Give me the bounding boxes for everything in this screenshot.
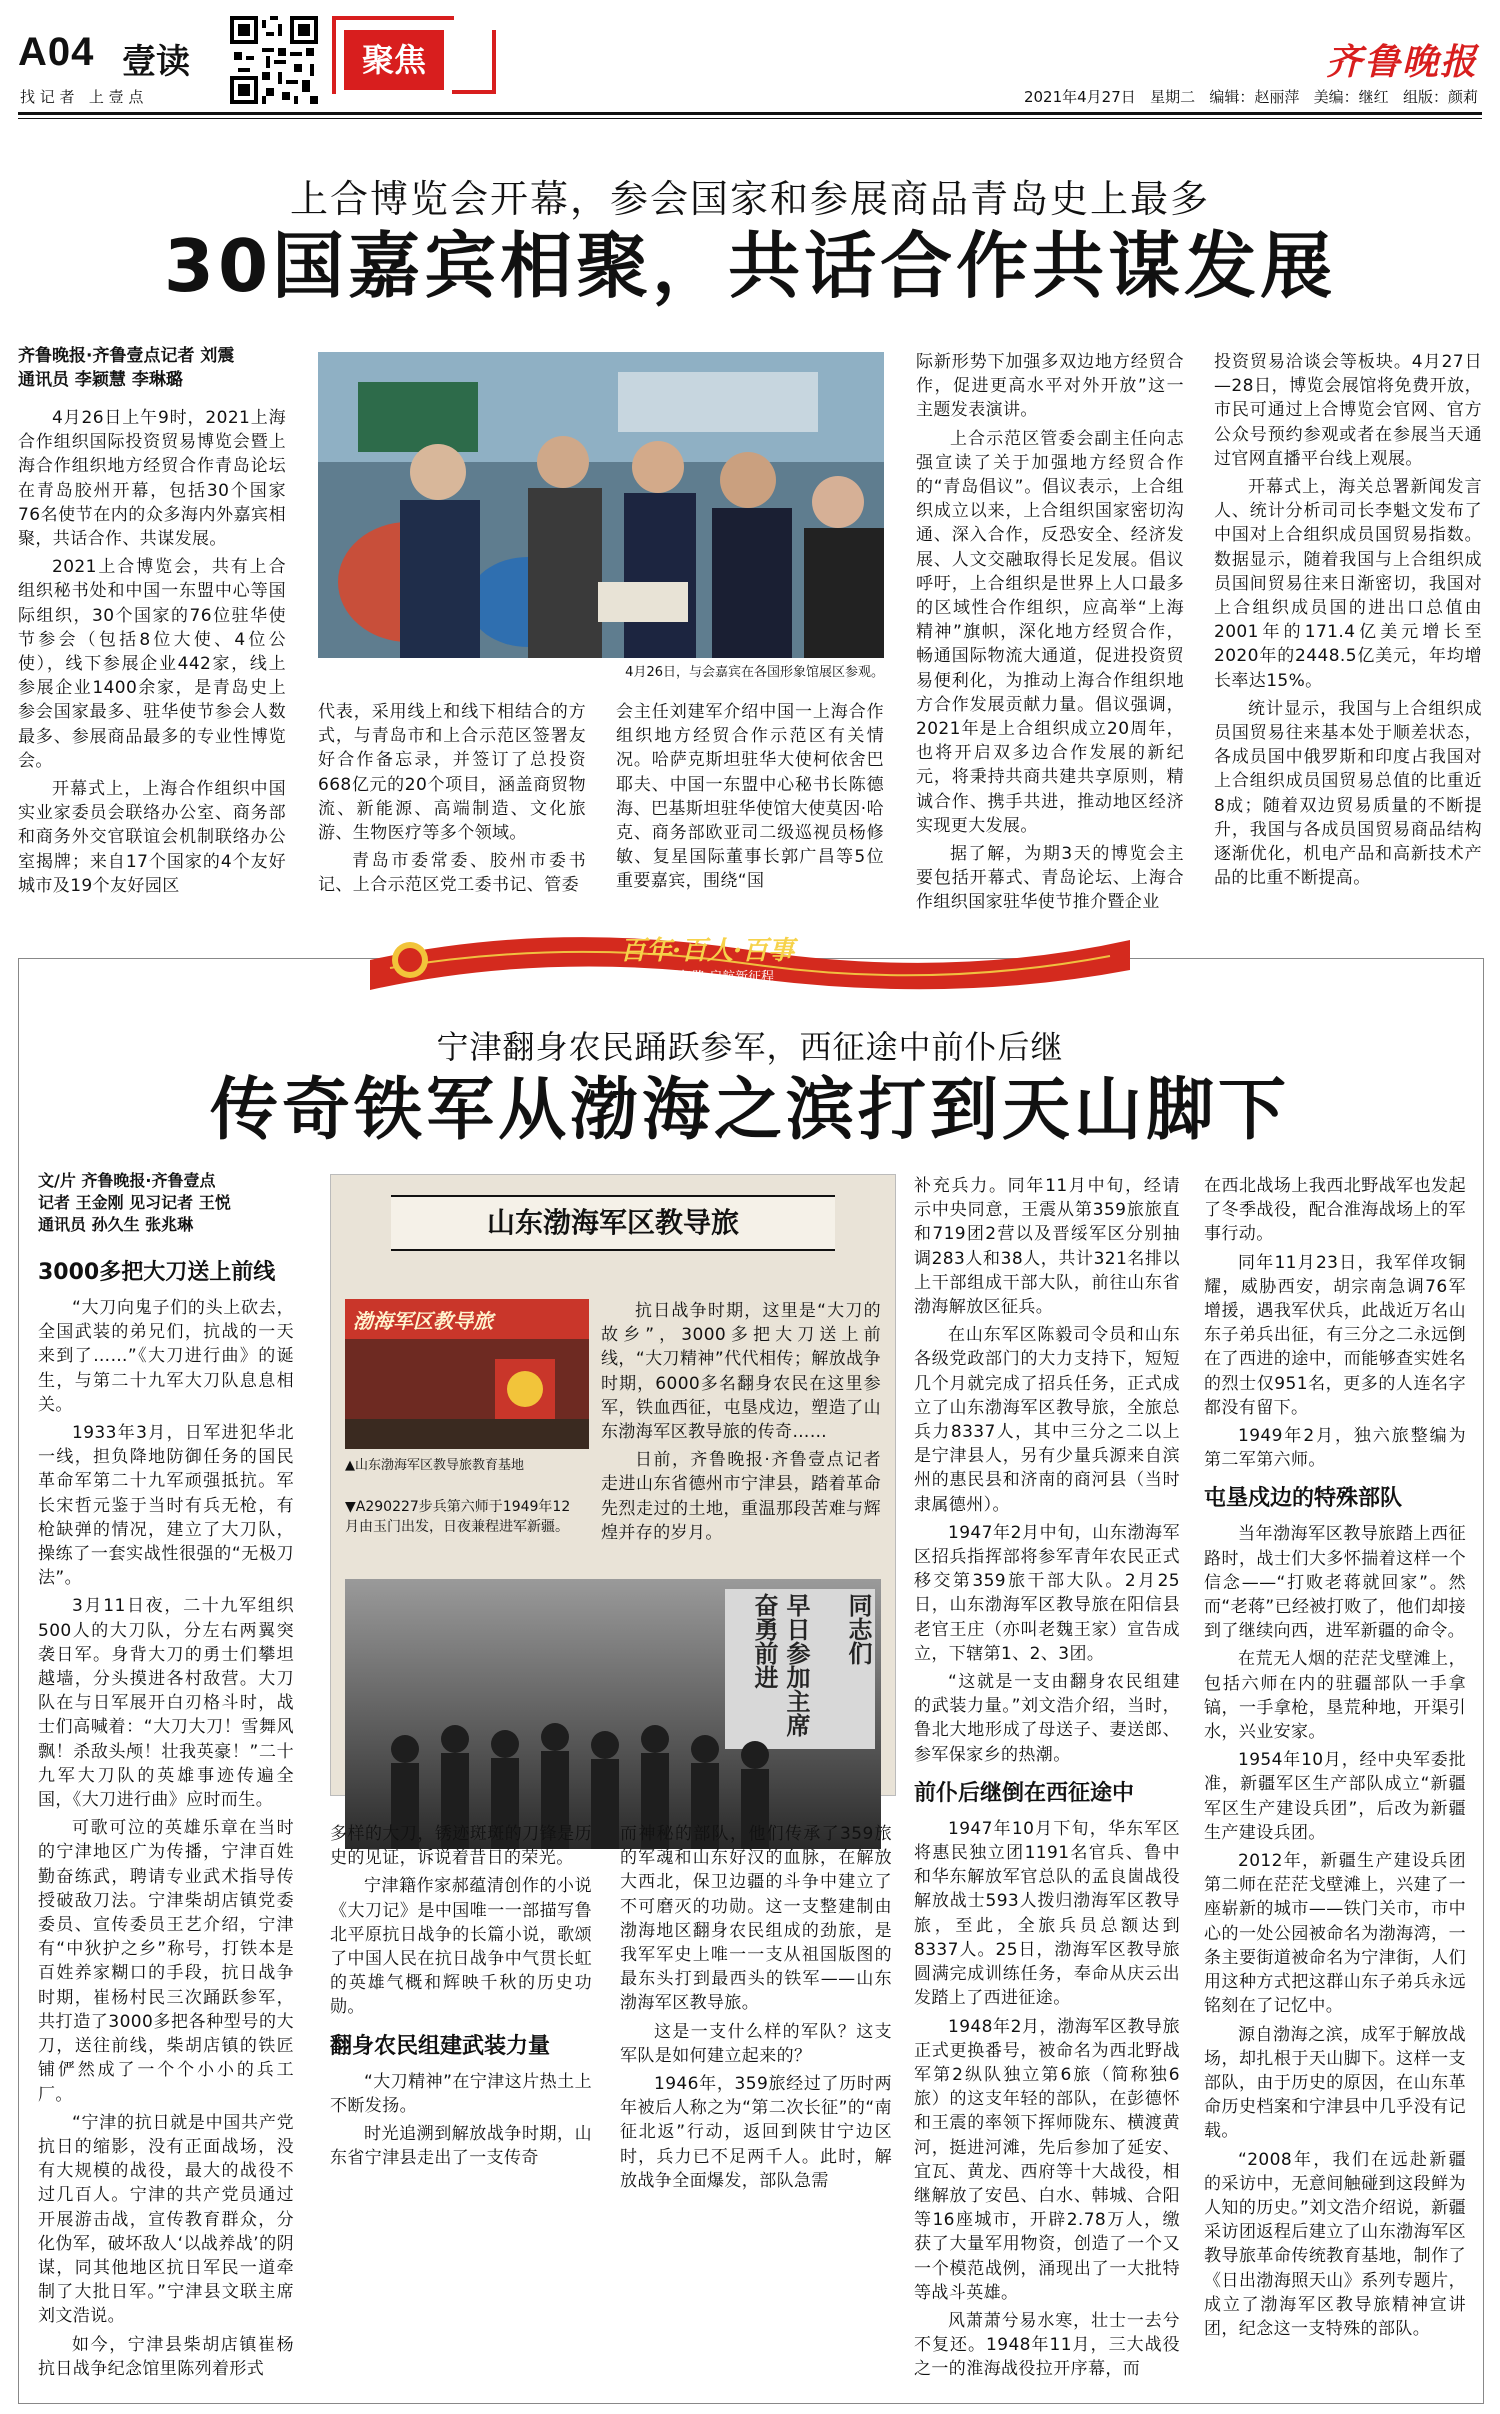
paragraph: “2008年，我们在远赴新疆的采访中，无意间触碰到这段鲜为人知的历史。”刘文浩介绍说，新疆采访团返程后建立了山东渤海军区教导旅革命传统教育基地，制作了《日出渤海照天山》系列专题片，成立了渤海军区教导旅精神宣讲团，纪念这一支特殊的部队。 — [1204, 2149, 1466, 2339]
paragraph: 宁津籍作家郝蕴清创作的小说《大刀记》是中国唯一一部描写鲁北平原抗日战争的长篇小说，歌颂了中国人民在抗日战争中气贯长虹的英雄气概和辉映千秋的历史功勋。 — [330, 1876, 592, 2018]
paragraph: 1946年，359旅经过了历时两年被后人称之为“第二次长征”的“南征北返”行动，返回到陕甘宁边区时，兵力已不足两千人。此时，解放战争全面爆发，部队急需 — [620, 2074, 892, 2191]
paragraph: 上合示范区管委会副主任向志强宣读了关于加强地方经贸合作的“青岛倡议”。倡议表示，上合组织成立以来，上合组织国家密切沟通、深入合作，反恐安全、经济发展、人文交融取得长足发展。倡议呼吁，上合组织是世界上人口最多的区域性合作组织，应高举“上海精神”旗帜，深化地方经贸合作，畅通国际物流大通道，促进投资贸易便利化，为推动上海合作组织地方合作发展贡献力量。倡议强调，2021年是上合组织成立20周年，也将开启双多边合作发展的新纪元，将秉持共商共建共享原则，精诚合作、携手共进，推动地区经济实现更大发展。 — [916, 428, 1184, 836]
article2-column-3 — [620, 1822, 892, 2197]
article1-byline-1: 齐鲁晚报·齐鲁壹点记者 刘震 — [18, 346, 235, 366]
section-name: 壹读 — [122, 42, 190, 82]
paragraph: 开幕式上，上海合作组织中国实业家委员会联络办公室、商务部和商务外交官联谊会机制联络办公室揭牌；来自17个国家的4个友好城市及19个友好园区 — [18, 779, 286, 896]
expo-photo — [318, 352, 884, 658]
subheading-big-sword: 3000多把大刀送上前线 — [38, 1260, 276, 1285]
paragraph: 开幕式上，海关总署新闻发言人、统计分析司司长李魁文发布了中国对上合组织成员国贸易指数。数据显示，随着我国与上合组织成员国间贸易往来日渐密切，我国对上合组织成员国的进出口总值由2001年的171.4亿美元增长至2020年的2448.5亿美元，年均增长率达15%。 — [1214, 477, 1482, 691]
banner-subtitle: 奋斗百年路 启航新征程 — [640, 970, 775, 985]
expo-photo-caption: 4月26日，与会嘉宾在各国形象馆展区参观。 — [625, 665, 884, 680]
paragraph: 而神秘的部队，他们传承了359旅的军魂和山东好汉的血脉，在解放大西北，保卫边疆的斗争中建立了不可磨灭的功勋。这一支整建制由渤海地区翻身农民组成的劲旅，是我军军史上唯一一支从祖国版图的最东头打到最西头的铁军——山东渤海军区教导旅。 — [620, 1824, 892, 2014]
article2-headline: 传奇铁军从渤海之滨打到天山脚下 — [209, 1071, 1290, 1150]
subheading-westward-march: 前仆后继倒在西征途中 — [914, 1780, 1135, 1806]
article2-byline-3: 通讯员 孙久生 张兆琳 — [38, 1215, 194, 1234]
march-photo-caption: ▼A290227步兵第六师于1949年12月由玉门出发，日夜兼程进军新疆。 — [345, 1499, 571, 1535]
date-editor-line: 2021年4月27日 星期二 编辑：赵丽萍 美编：继红 组版：颜莉 — [1023, 88, 1478, 106]
article1-column-1 — [18, 344, 286, 902]
paragraph: 1947年10月下旬，华东军区将惠民独立团1191名官兵、鲁中和华东解放军官总队的孟良崮战役解放战士593人拨归渤海军区教导旅，至此，全旅兵员总额达到8337人。25日，渤海军区教导旅圆满完成训练任务，奉命从庆云出发踏上了西进征途。 — [914, 1818, 1180, 2009]
march-banner-3: 同志们 — [844, 1593, 872, 1665]
paragraph: 代表，采用线上和线下相结合的方式，与青岛市和上合示范区签署友好合作备忘录，并签订了总投资668亿元的20个项目，涵盖商贸物流、新能源、高端制造、文化旅游、生物医疗等多个领域。 — [318, 702, 586, 844]
page-number: A04 — [18, 30, 95, 74]
base-photo-sign: 渤海军区教导旅 — [353, 1309, 493, 1333]
info-box — [330, 1174, 896, 1796]
newspaper-logo: 齐鲁晚报 — [1325, 41, 1478, 83]
article1-byline-2: 通讯员 李颖慧 李琳璐 — [18, 370, 183, 390]
paragraph: 可歌可泣的英雄乐章在当时的宁津地区广为传播，宁津百姓勤奋练武，聘请专业武术指导传授破敌刀法。宁津柴胡店镇党委委员、宣传委员王艺介绍，宁津有“中狄护之乡”称号，打铁本是百姓养家糊口的手段，抗日战争时期，崔杨村民三次踊跃参军，共打造了3000多把各种型号的大刀，送往前线，柴胡店镇的铁匠铺俨然成了一个个小小的兵工厂。 — [38, 1818, 294, 2105]
find-reporter-text: 找 记 者 上 壹 点 — [20, 88, 144, 106]
article2-column-1 — [38, 1170, 294, 2385]
paragraph: 抗日战争时期，这里是“大刀的故乡”，3000多把大刀送上前线，“大刀精神”代代相传；解放战争时期，6000多名翻身农民在这里参军，铁血西征，屯垦戍边，塑造了山东渤海军区教导旅的传奇…… — [601, 1301, 881, 1443]
article1-column-5 — [1214, 350, 1482, 894]
paragraph: 如今，宁津县柴胡店镇崔杨抗日战争纪念馆里陈列着形式 — [38, 2334, 294, 2379]
paragraph: “大刀向鬼子们的头上砍去，全国武装的弟兄们，抗战的一天来到了……”《大刀进行曲》的诞生，与第二十九军大刀队息息相关。 — [38, 1298, 294, 1415]
march-banner-2: 奋勇前进 — [750, 1593, 778, 1689]
paragraph: 同年11月23日，我军佯攻铜耀，威胁西安，胡宗南急调76军增援，遇我军伏兵，此战近万名山东子弟兵出征，有三分之二永远倒在了西进的途中，而能够查实姓名的烈士仅951名，更多的人连名字都没有留下。 — [1204, 1252, 1466, 1418]
paragraph: 源自渤海之滨，成军于解放战场，却扎根于天山脚下。这样一支部队，由于历史的原因，在山东革命历史档案和宁津县中几乎没有记载。 — [1204, 2024, 1466, 2142]
info-box-title: 山东渤海军区教导旅 — [391, 1195, 835, 1251]
paragraph: 投资贸易洽谈会等板块。4月27日—28日，博览会展馆将免费开放，市民可通过上合博览会官网、官方公众号预约参观或者在参展当天通过官网直播平台线上观展。 — [1214, 352, 1482, 469]
paragraph: 4月26日上午9时，2021上海合作组织国际投资贸易博览会暨上海合作组织地方经贸合作青岛论坛在青岛胶州开幕，包括30个国家76名使节在内的众多海内外嘉宾相聚，共话合作、共谋发展。 — [18, 408, 286, 550]
paragraph: 3月11日夜，二十九军组织500人的大刀队，分左右两翼突袭日军。身背大刀的勇士们攀坦越墙，分头摸进各村敌营。大刀队在与日军展开白刃格斗时，战士们高喊着：“大刀大刀！雪舞风飘！杀敌头颅！壮我英豪！”二十九军大刀队的英雄事迹传遍全国，《大刀进行曲》应时而生。 — [38, 1596, 294, 1811]
paragraph: 会主任刘建军介绍中国一上海合作组织地方经贸合作示范区有关情况。哈萨克斯坦驻华大使柯依舍巴耶夫、中国一东盟中心秘书长陈德海、巴基斯坦驻华使馆大使莫因·哈克、商务部欧亚司二级巡视员杨修敏、复星国际董事长郭广昌等5位重要嘉宾，围绕“国 — [616, 702, 884, 892]
section-tag: 聚焦 — [344, 30, 444, 90]
article1-column-3 — [616, 700, 884, 898]
paragraph: 时光追溯到解放战争时期，山东省宁津县走出了一支传奇 — [330, 2124, 592, 2169]
paragraph: 在荒无人烟的茫茫戈壁滩上，包括六师在内的驻疆部队一手拿镐，一手拿枪，垦荒种地，开渠引水，兴业安家。 — [1204, 1649, 1466, 1743]
paragraph: 1933年3月，日军进犯华北一线，担负降地防御任务的国民革命军第二十九军顽强抵抗。军长宋哲元鉴于当时有兵无枪，有枪缺弹的情况，建立了大刀队，操练了一套实战性很强的“无极刀法”。 — [38, 1423, 294, 1589]
expo-photo-scene — [318, 352, 884, 658]
base-photo-caption: ▲山东渤海军区教导旅教育基地 — [345, 1458, 524, 1473]
paragraph: 日前，齐鲁晚报·齐鲁壹点记者走进山东省德州市宁津县，踏着革命先烈走过的土地，重温那段苦难与辉煌并存的岁月。 — [601, 1450, 881, 1543]
paragraph: 1949年2月，独六旅整编为第二军第六师。 — [1204, 1426, 1466, 1471]
info-box-text — [601, 1299, 881, 1549]
paragraph: 多样的大刀，锈迹斑斑的刀锋是历史的见证，诉说着昔日的荣光。 — [330, 1824, 592, 1869]
article2-kicker: 宁津翻身农民踊跃参军，西征途中前仆后继 — [436, 1028, 1064, 1066]
article2-column-2 — [330, 1822, 592, 2174]
base-photo — [345, 1299, 589, 1449]
banner-title: 百年·百人·百事 — [620, 936, 795, 966]
paragraph: 统计显示，我国与上合组织成员国贸易往来基本处于顺差状态，各成员国中俄罗斯和印度占我国对上合组织成员国贸易总值的比重近8成；随着双边贸易质量的不断提升，我国与各成员国贸易商品结构逐渐优化，机电产品和高新技术产品的比重不断提高。 — [1214, 698, 1482, 889]
paragraph: 青岛市委常委、胶州市委书记、上合示范区党工委书记、管委 — [318, 851, 586, 896]
paragraph: 这是一支什么样的军队？这支军队是如何建立起来的？ — [620, 2021, 892, 2066]
header-rule — [18, 112, 1482, 115]
article2-column-5 — [1204, 1174, 1466, 2345]
page-header — [0, 0, 1500, 140]
subheading-border-troops: 屯垦戍边的特殊部队 — [1204, 1486, 1403, 1512]
article2-column-4 — [914, 1174, 1180, 2386]
paragraph: “这就是一支由翻身农民组建的武装力量。”刘文浩介绍，当时，鲁北大地形成了母送子、妻送郎、参军保家乡的热潮。 — [914, 1672, 1180, 1765]
paragraph: 2012年，新疆生产建设兵团第二师在茫茫戈壁滩上，兴建了一座崭新的城市——铁门关市，市中心的一处公园被命名为渤海湾，一条主要街道被命名为宁津街，人们用这种方式把这群山东子弟兵永远铭刻在了记忆中。 — [1204, 1851, 1466, 2017]
paragraph: 补充兵力。同年11月中旬，经请示中央同意，王震从第359旅旅直和719团2营以及晋绥军区分别抽调283人和38人，共计321名排以上干部组成干部大队，前往山东省渤海解放区征兵。 — [914, 1176, 1180, 1318]
article1-column-2 — [318, 700, 586, 902]
article2-byline-1: 文/片 齐鲁晚报·齐鲁壹点 — [38, 1171, 216, 1190]
paragraph: 风萧萧兮易水寒，壮士一去兮不复还。1948年11月，三大战役之一的淮海战役拉开序幕，而 — [914, 2310, 1180, 2380]
centenary-banner — [350, 920, 1150, 1004]
article1-kicker: 上合博览会开幕，参会国家和参展商品青岛史上最多 — [289, 177, 1210, 221]
paragraph: 2021上合博览会，共有上合组织秘书处和中国一东盟中心等国际组织，30个国家的76位驻华使节参会（包括8位大使、4位公使），线下参展企业442家，线上参展企业1400余家，是青岛史上参会国家最多、驻华使节参会人数最多、参展商品最多的专业性博览会。 — [18, 557, 286, 771]
qr-code-icon[interactable] — [230, 16, 318, 104]
article1-column-4 — [916, 350, 1184, 919]
march-banner-1: 早日参加主席 — [782, 1593, 810, 1737]
paragraph: 1954年10月，经中央军委批准，新疆军区生产部队成立“新疆军区生产建设兵团”，后改为新疆生产建设兵团。 — [1204, 1750, 1466, 1843]
paragraph: 1947年2月中旬，山东渤海军区招兵指挥部将参军青年农民正式移交第359旅干部大队。2月25日，山东渤海军区教导旅在阳信县老官王庄（亦叫老魏王家）宣告成立，下辖第1、2、3团。 — [914, 1522, 1180, 1664]
march-photo — [345, 1579, 881, 1849]
paragraph: “大刀精神”在宁津这片热土上不断发扬。 — [330, 2071, 592, 2116]
paragraph: 1948年2月，渤海军区教导旅正式更换番号，被命名为西北野战军第2纵队独立第6旅（简称独6旅）的这支年轻的部队，在彭德怀和王震的率领下挥师陇东、横渡黄河，挺进河滩，先后参加了延安、宜瓦、黄龙、西府等十大战役，相继解放了安邑、白水、韩城、合阳等16座城市，开辟2.78万人，缴获了大量军用物资，创造了一个又一个模范战例，涌现出了一大批特等战斗英雄。 — [914, 2016, 1180, 2303]
header-rule-thin — [18, 118, 1482, 119]
paragraph: 在山东军区陈毅司令员和山东各级党政部门的大力支持下，短短几个月就完成了招兵任务，正式成立了山东渤海军区教导旅，全旅总兵力8337人，其中三分之二以上是宁津县人，另有少量兵源来自滨州的惠民县和济南的商河县（当时隶属德州）。 — [914, 1325, 1180, 1515]
paragraph: 当年渤海军区教导旅踏上西征路时，战士们大多怀揣着这样一个信念——“打败老蒋就回家”。然而“老蒋”已经被打败了，他们却接到了继续向西，进军新疆的命令。 — [1204, 1524, 1467, 1642]
paragraph: 在西北战场上我西北野战军也发起了冬季战役，配合淮海战场上的军事行动。 — [1204, 1176, 1466, 1245]
paragraph: 据了解，为期3天的博览会主要包括开幕式、青岛论坛、上海合作组织国家驻华使节推介暨企业 — [916, 844, 1184, 913]
paragraph: 际新形势下加强多双边地方经贸合作，促进更高水平对外开放”这一主题发表演讲。 — [916, 352, 1184, 421]
subheading-farmers-army: 翻身农民组建武装力量 — [330, 2033, 551, 2059]
article1-headline: 30国嘉宾相聚，共话合作共谋发展 — [163, 224, 1337, 308]
article2-byline-2: 记者 王金刚 见习记者 王悦 — [38, 1193, 231, 1212]
paragraph: “宁津的抗日就是中国共产党抗日的缩影，没有正面战场，没有大规模的战役，最大的战役不过几百人。宁津的共产党员通过开展游击战，宣传教育群众，分化伪军，破坏敌人‘以战养战’的阴谋，同其他地区抗日军民一道牵制了大批日军。”宁津县文联主席刘文浩说。 — [38, 2112, 294, 2327]
section-tag-bracket-right — [452, 30, 496, 94]
